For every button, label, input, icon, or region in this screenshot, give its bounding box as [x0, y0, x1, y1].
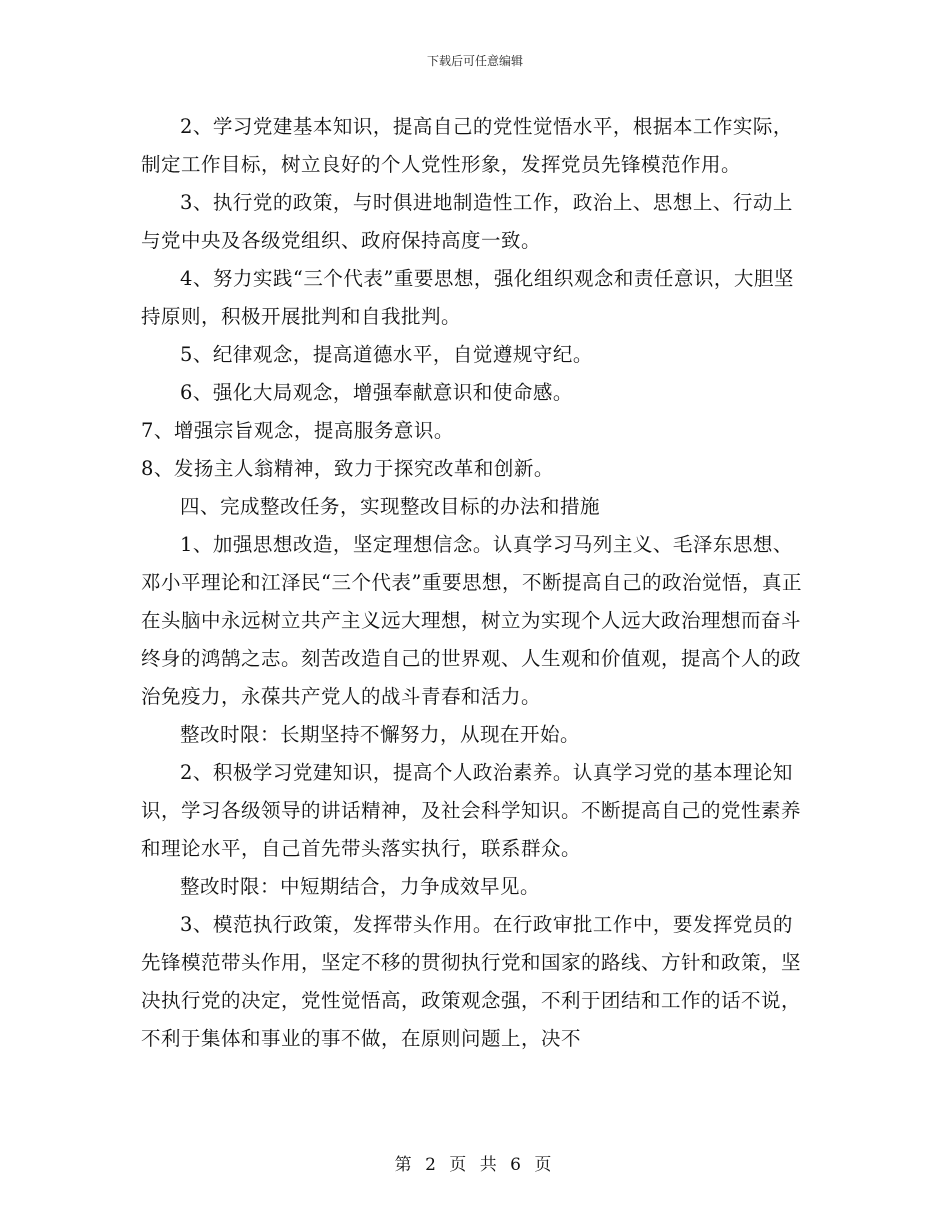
deadline-line-1: 整改时限：长期坚持不懈努力，从现在开始。: [180, 723, 581, 746]
paragraph-item-8: 8、发扬主人翁精神，致力于探究改革和创新。: [141, 457, 554, 480]
paragraph-item-3: 3、执行党的政策，与时俱进地制造性工作，政治上、思想上、行动上与党中央及各级党组织、政府保持高度一致。: [141, 191, 793, 252]
paragraph-item-5: 5、纪律观念，提高道德水平，自觉遵规守纪。: [180, 343, 593, 366]
page-footer: 第 2 页 共 6 页: [394, 1155, 556, 1175]
deadline-line-2: 整改时限：中短期结合，力争成效早见。: [180, 875, 541, 898]
paragraph-item-6: 6、强化大局观念，增强奉献意识和使命感。: [180, 381, 573, 404]
measure-paragraph-2: 2、积极学习党建知识，提高个人政治素养。认真学习党的基本理论知识，学习各级领导的讲话精神，及社会科学知识。不断提高自己的党性素养和理论水平，自己首先带头落实执行，联系群众。: [141, 761, 802, 860]
page-header: 下载后可任意编辑: [426, 54, 523, 68]
document-body: [141, 108, 811, 1058]
section-heading: 四、完成整改任务，实现整改目标的办法和措施: [180, 495, 601, 518]
measure-paragraph-3: 3、模范执行政策，发挥带头作用。在行政审批工作中，要发挥党员的先锋模范带头作用，坚定不移的贯彻执行党和国家的路线、方针和政策，坚决执行党的决定，党性觉悟高，政策观念强，不利于团结和工作的话不说，不利于集体和事业的事不做，在原则问题上，决不: [141, 913, 802, 1050]
measure-paragraph-1: 1、加强思想改造，坚定理想信念。认真学习马列主义、毛泽东思想、邓小平理论和江泽民“三个代表”重要思想，不断提高自己的政治觉悟，真正在头脑中永远树立共产主义远大理想，树立为实现个人远大政治理想而奋斗终身的鸿鹄之志。刻苦改造自己的世界观、人生观和价值观，提高个人的政治免疫力，永葆共产党人的战斗青春和活力。: [141, 533, 802, 708]
paragraph-item-4: 4、努力实践“三个代表”重要思想，强化组织观念和责任意识，大胆坚持原则，积极开展批判和自我批判。: [141, 267, 794, 328]
paragraph-item-2: 2、学习党建基本知识，提高自己的党性觉悟水平，根据本工作实际，制定工作目标，树立良好的个人党性形象，发挥党员先锋模范作用。: [141, 115, 793, 176]
paragraph-item-7: 7、增强宗旨观念，提高服务意识。: [141, 419, 454, 442]
